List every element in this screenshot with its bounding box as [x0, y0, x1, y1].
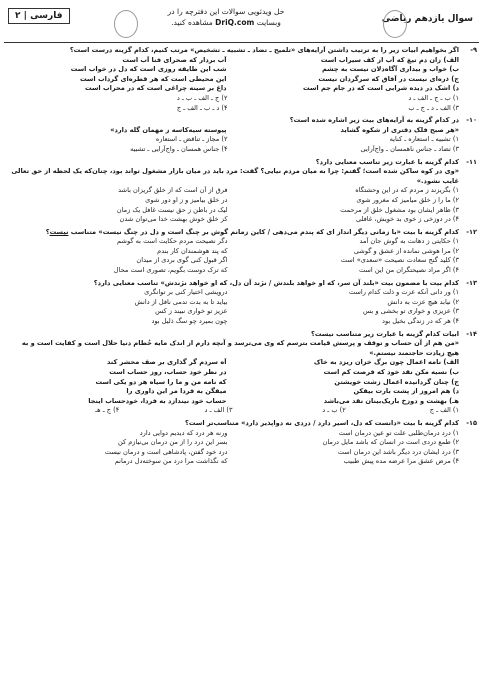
option-second: ورنه هر درد که دیدیم دوایی دارد: [139, 428, 228, 437]
verse: هـ) بهشت و دوزخ باریک‌بینان نقد می‌باشد: [323, 396, 459, 405]
verse: حساب خود نیندازد به فردا، خودحساب اینجا: [88, 396, 227, 405]
question-13: [6, 279, 477, 327]
note-line-1: حل ویدئویی سوالات این دفترچه را در: [167, 7, 285, 16]
question-number: -۹: [470, 46, 477, 54]
question-stem: کدام گزینه با بیت «دانست که دل، اسیر دارد / دردی نه دواپذیر دارد» متناسب‌تر است؟: [185, 418, 459, 427]
question-stem: [6, 228, 459, 238]
answer-options: [6, 288, 459, 326]
option[interactable]: ۳) الف ـ د ـ ج ـ ب: [408, 103, 459, 112]
option[interactable]: ۱) بگریزند ز مردم که در این وحشتگاه: [355, 186, 459, 195]
option[interactable]: ۴) هر که در زندگی بخیل بود: [382, 317, 459, 326]
question-stem: کدام گزینه با عبارت زیر تناسب معنایی دارد؟: [315, 157, 459, 166]
note-line-2: [146, 17, 306, 28]
verse: شب این طایفه روزی است که دل در خواب است: [70, 65, 227, 74]
verse-list: [6, 358, 459, 406]
question-stem: در کدام گزینه به آرایه‌های بیت زیر اشاره شده است؟: [289, 116, 459, 125]
verse: الف) زان دم تیغ که آب از کف سیراب است: [320, 55, 459, 64]
option[interactable]: ۲) مرا هوشی نمانده از عشق و گوشی: [353, 246, 459, 255]
verse: میفگن به فردا مر این داوری را: [126, 387, 227, 396]
verse: د) هم امروز از پشت بارت بیفکن: [353, 387, 459, 396]
option-second: بسر این درد را از من درمان بی‌نیازم کن: [117, 438, 228, 447]
option[interactable]: ۳) الف ـ د: [204, 406, 233, 415]
question-number: -۱۰: [466, 116, 477, 125]
site-link[interactable]: DriQ.com: [215, 18, 255, 27]
option[interactable]: ۱) الف ـ ج: [429, 406, 459, 415]
option-second: که نگذاشت مرا درد من سوخته‌دل درمانم: [114, 457, 228, 466]
video-solution-note: [146, 6, 306, 28]
option-second: چون بمیرد چو سگ ذلیل بود: [151, 317, 228, 326]
question-number: -۱۳: [466, 278, 477, 287]
option-second: بیاید تا به بدت ندمی نافل از دانش: [134, 297, 228, 306]
question-10: [6, 116, 477, 154]
questions: [6, 46, 477, 686]
question-number: -۱۲: [466, 227, 477, 236]
verse: الف) نامه اعمال چون برگ خزان ریزد به خاک: [313, 358, 459, 367]
question-14: [6, 330, 477, 416]
option[interactable]: ۳) ظاهر ایشان بود مشغول خلق از مرحمت: [340, 205, 459, 214]
stem-end: ؟: [45, 227, 50, 236]
option-second: درد خود گفتن، پادشاهی است و درمان نیست: [104, 447, 228, 456]
option[interactable]: ۲) ج ـ الف ـ ب ـ د: [176, 93, 228, 102]
option-second: که پند هوشمندان کار بندم: [157, 246, 228, 255]
verse: که نامه من و ما را سیاه هر دو یکی است: [95, 377, 227, 386]
answer-options: [6, 237, 459, 275]
option-second: فرق از آن است که از خلق گریزان باشد: [118, 186, 228, 195]
verse: این محیطی است که هر قطره‌ای گرداب است: [79, 74, 227, 83]
question-15: [6, 419, 477, 467]
stem-text: کدام گزینه با بیت «با زمانی دیگر انداز ای که پندم می‌دهی / کاین زمانم گوش بر چنگ است و دل در چنگ نیست» متناسب: [70, 227, 459, 236]
option[interactable]: ۲) ما را ز خلق میامیز که مغرور شوی: [356, 195, 459, 204]
question-number: -۱۱: [466, 157, 477, 166]
page-header: [6, 2, 477, 44]
option[interactable]: ۴) در دوزخی ز خوی بد خویش، غافلی: [355, 215, 459, 224]
option-second: لیک در باطن ز حق نیست غافل یک زمان: [116, 205, 228, 214]
option[interactable]: ۲) طمع دردی است در انسان که باشد مایل درمان: [322, 438, 459, 447]
answer-options: [6, 406, 459, 416]
option-second: دگر نصیحت مردم حکایت است به گوشم: [117, 237, 228, 246]
answer-options: [6, 186, 459, 224]
answer-options: [6, 94, 459, 113]
exam-title: سوال یازدهم ریاضی: [381, 14, 473, 24]
decorative-emblem-icon: [114, 10, 138, 38]
option[interactable]: ۴) اگر مراد نصیحتگران من این است: [358, 266, 459, 275]
verse-list: [6, 56, 459, 94]
option[interactable]: ۳) درد ایشان درد دیگر باشد این درمان است: [337, 447, 459, 456]
verse: آب بردار که صحرای فنا آب است: [122, 55, 227, 64]
question-number: -۱۴: [466, 329, 477, 338]
header-divider: [4, 42, 479, 43]
subject-name: فارسی: [30, 11, 63, 21]
subject-box: فارسی | ۲: [8, 8, 70, 24]
verse: داغ بر سینه چراغی است که در محراب است: [84, 84, 227, 93]
hemistich: پیوسته سیه‌کاسه ز مهمان گله دارد»: [110, 125, 227, 134]
question-number: -۱۵: [466, 418, 477, 427]
question-stem: کدام بیت با مضمون بیت «بلند آن سر، که او خواهد بلندش / نژند آن دل، که او خواهد نژندش» تناسب معنایی دارد؟: [93, 278, 459, 287]
option[interactable]: ۴) د ـ ب ـ الف ـ ج: [176, 103, 228, 112]
question-11: [6, 158, 477, 225]
quote-line-2: هیچ زیادت حاجتمند نیستم.»: [369, 348, 459, 357]
option[interactable]: ۲) نیابد هیچ عزت به دانش: [387, 297, 459, 306]
verse: ج) ذره‌ای نیست در آفاق که سرگردان نیست: [318, 74, 459, 83]
option-second: عزیز تو خواری نبیند ز کس: [155, 307, 228, 316]
page-number: ۲: [15, 11, 21, 21]
option[interactable]: ۱) تشبیه ـ استعاره ـ کنایه: [389, 135, 459, 144]
quote: «وی در کوه ساکن شده است؛ گفتم: چرا به میان مردم نیایی؟ گفت: مرد باید در میان بازار مشغول تواند بود، چنان‌که یک لحظه از حق تعالی غایب نشود.»: [11, 167, 459, 185]
hemistich: «هر صبح فلک دفتری از شکوه گشاید: [340, 125, 459, 134]
option[interactable]: ۳) کلید گنج سعادت نصیحت «سعدی» است: [340, 256, 459, 265]
option[interactable]: ۱) ب ـ ج ـ الف ـ د: [408, 93, 459, 102]
verse: در نظر خود حساب، روز حساب است: [109, 368, 227, 376]
answer-options: [6, 429, 459, 467]
note-pre: وبسایت: [256, 18, 281, 27]
option-second: در خلق بیامیز و ز او دور شوی: [145, 195, 228, 204]
option[interactable]: ۱) حکایتی ز دهانت به گوش جان آمد: [359, 237, 459, 246]
question-stem: ابیات کدام گزینه با عبارت زیر متناسب نیست؟: [311, 329, 459, 338]
option[interactable]: ۱) ور دانی آنکه عزت و ذلت کدام راست: [348, 288, 459, 297]
verse: آه سردم گر گذاری بر صف محشر کند: [107, 358, 227, 367]
option-second: درویشی اختیار کنی بر توانگری: [144, 288, 228, 297]
note-post: مشاهده کنید.: [171, 18, 213, 27]
verse: ب) خواب و بیداری آگاه‌دلان نیست به چشم: [321, 65, 459, 74]
option[interactable]: ۴) مرض عشق مرا عرضه مده پیش طبیب: [343, 457, 459, 466]
option-second: کز خلق خوش بهشت خدا می‌توان شدن: [119, 215, 228, 224]
option[interactable]: ۳) تضاد ـ جناس ناهمسان ـ واج‌آرایی: [360, 144, 459, 153]
option-second: که ترک دوست بگویم، تصوری است محال: [113, 266, 228, 275]
option[interactable]: ۳) عزیزی و خواری تو بخشی و بس: [363, 307, 459, 316]
verse: ج) چنان گردانیده اعمال زشت خویشتن: [334, 377, 459, 386]
quote-line-1: «من هم از آن حساب و توقف و پرسش قیامت بترسم که وی می‌ترسد و آنچه دارم از اندک مایه حُطام دنیا حلال است و کفایت است و به: [21, 339, 459, 348]
option[interactable]: ۱) درد درمان‌طلبی علت تو عین درمان است: [338, 428, 459, 437]
answer-options: [6, 135, 459, 154]
question-9: [6, 46, 477, 113]
option[interactable]: ۴) ج ـ هـ: [95, 406, 120, 415]
question-12: [6, 228, 477, 276]
option[interactable]: ۴) جناس همسان ـ واج‌آرایی ـ تشبیه: [130, 144, 228, 153]
verse: [6, 126, 459, 136]
option[interactable]: ۲) مجاز ـ تناقض ـ استعاره: [155, 135, 228, 144]
option[interactable]: ۲) ب ـ د: [322, 406, 346, 415]
verse: د) اشک در دیده شرابی است که در جام جم است: [302, 84, 459, 93]
question-stem: اگر بخواهیم ابیات زیر را به ترتیب داشتن آرایه‌های «تلمیح ـ تضاد ـ تشبیه ـ تشخیص» مرتب کنیم، کدام گزینه درست است؟: [69, 46, 459, 54]
decorative-emblem-icon: [383, 10, 407, 38]
verse: ب) نسیه مکن نقد خود که فرصت کم است: [323, 368, 459, 376]
stem-negation: نیست: [49, 227, 69, 236]
option-second: اگر قبول کنی گوی بردی از میدان: [136, 256, 228, 265]
